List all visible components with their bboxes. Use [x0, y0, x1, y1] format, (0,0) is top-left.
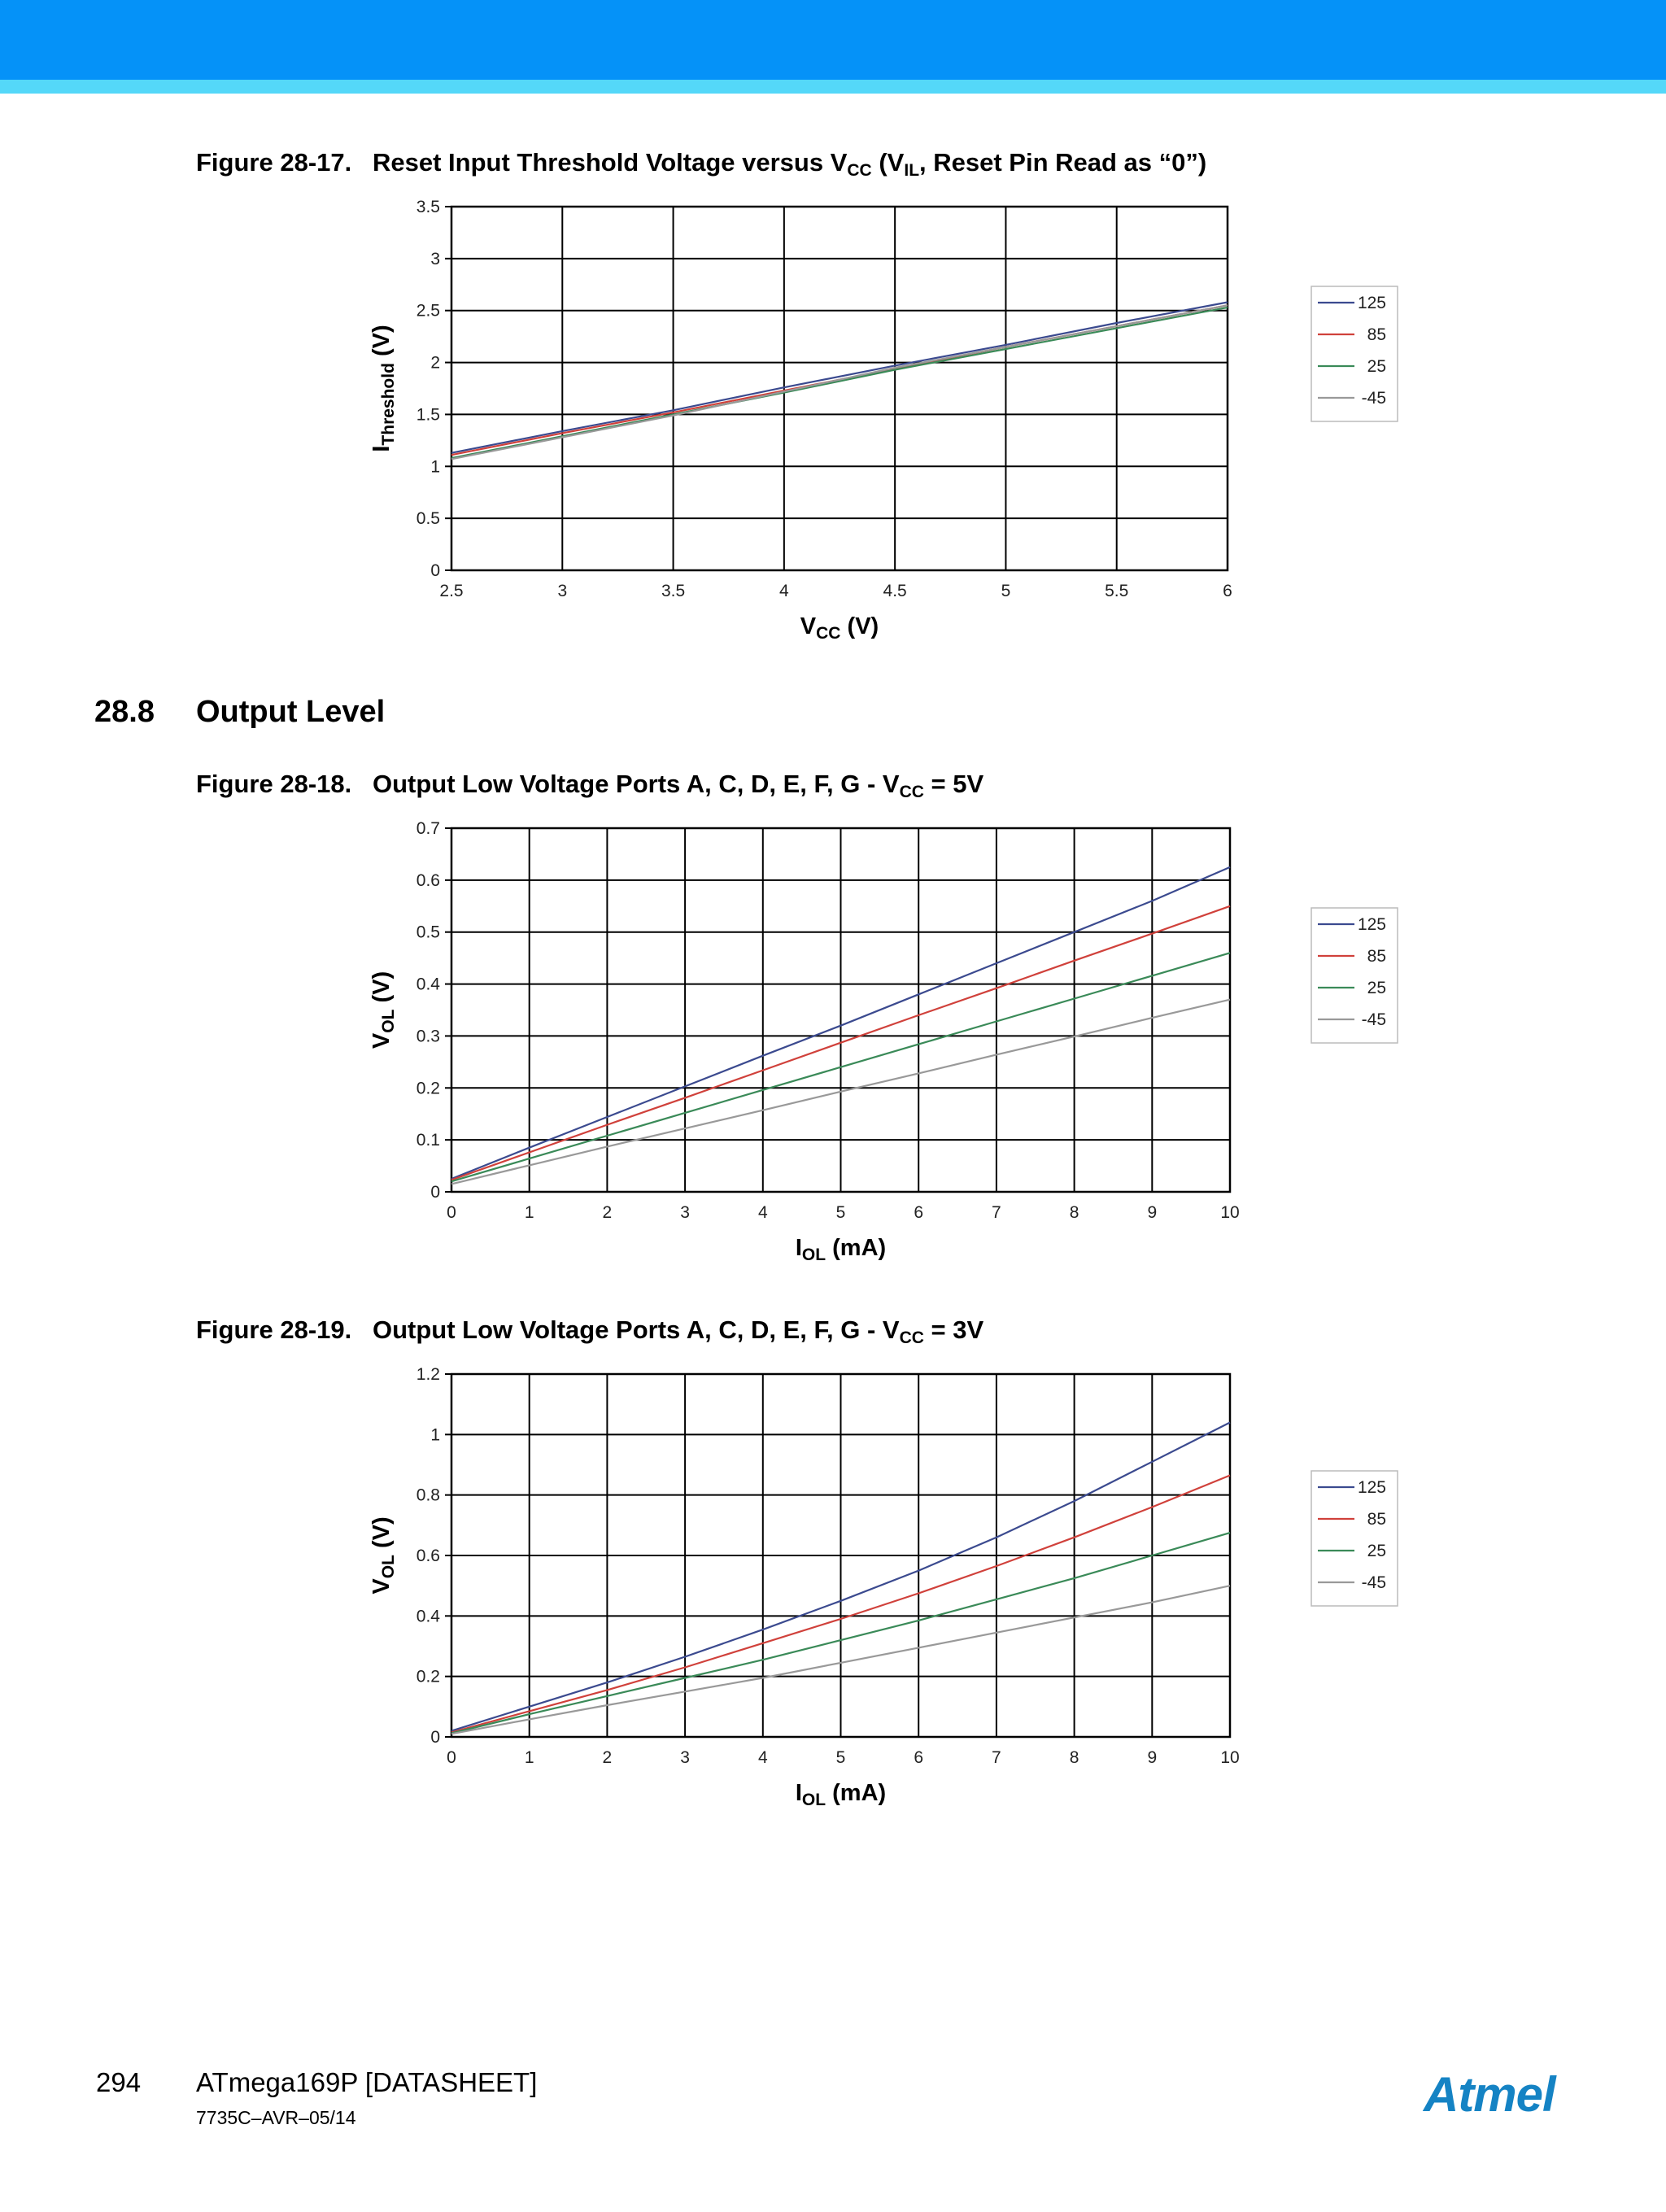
legend-label: 85: [1367, 947, 1386, 966]
legend-label: -45: [1361, 1010, 1386, 1029]
x-tick-label: 5: [1001, 582, 1011, 600]
x-tick-label: 7: [992, 1748, 1001, 1767]
section-title: Output Level: [196, 695, 386, 729]
x-tick-label: 5: [835, 1748, 846, 1767]
legend-label: 25: [1367, 357, 1386, 376]
x-tick-label: 3.5: [661, 582, 686, 600]
legend-label: 25: [1367, 979, 1386, 997]
document-id: 7735C–AVR–05/14: [196, 2107, 356, 2128]
x-tick-label: 2.5: [439, 582, 464, 600]
x-tick-label: 4: [779, 582, 789, 600]
figure-title-text: , Reset Pin Read as “0”): [919, 148, 1207, 177]
y-tick-label: 0.5: [416, 923, 440, 942]
x-tick-label: 8: [1069, 1203, 1079, 1222]
y-tick-label: 0.5: [416, 509, 440, 529]
y-axis-label: $V_{OL}$ (V): [369, 1516, 398, 1595]
atmel-logo: Atmel: [1424, 2067, 1555, 2122]
x-tick-label: 0: [447, 1203, 456, 1222]
section-number: 28.8: [94, 695, 155, 729]
x-tick-label: 3: [557, 582, 568, 600]
page-number: 294: [96, 2067, 142, 2097]
figure-title-text: Output Low Voltage Ports A, C, D, E, F, G - V: [373, 1315, 900, 1344]
x-tick-label: 0: [447, 1748, 456, 1767]
figure-title-text: = 5V: [923, 770, 984, 798]
figure-title-text: = 3V: [923, 1315, 984, 1344]
x-tick-label: 7: [992, 1203, 1001, 1222]
y-tick-label: 0.4: [416, 975, 440, 994]
x-tick-label: 6: [914, 1203, 924, 1222]
x-axis-label: $I_{OL}$ (mA): [795, 1780, 887, 1809]
x-tick-label: 3: [680, 1203, 690, 1222]
figure-number: Figure 28-17.: [196, 148, 352, 177]
x-axis-label: $I_{OL}$ (mA): [795, 1235, 887, 1264]
legend-label: -45: [1361, 389, 1386, 408]
legend-label: 125: [1357, 1478, 1386, 1497]
x-tick-label: 9: [1147, 1203, 1158, 1222]
x-tick-label: 4: [757, 1203, 768, 1222]
x-tick-label: 4.5: [883, 582, 907, 600]
y-tick-label: 0.1: [416, 1131, 440, 1150]
figure-title-subscript: CC: [899, 783, 924, 801]
y-tick-label: 2.5: [416, 301, 440, 321]
legend-label: 125: [1357, 915, 1386, 934]
y-tick-label: 0.7: [416, 819, 440, 838]
figure-title-subscript: CC: [899, 1329, 924, 1347]
figure-title-text: (V: [871, 148, 905, 177]
figure-title-subscript: IL: [904, 161, 920, 180]
x-tick-label: 3: [680, 1748, 690, 1767]
x-tick-label: 9: [1147, 1748, 1158, 1767]
y-tick-label: 1.5: [416, 405, 440, 425]
figure-title-text: Reset Input Threshold Voltage versus V: [373, 148, 848, 177]
legend-label: 85: [1367, 325, 1386, 344]
y-axis-label: $I_{Threshold}$ (V): [369, 325, 398, 452]
legend-label: 25: [1367, 1542, 1386, 1560]
y-tick-label: 1: [430, 1425, 440, 1445]
y-tick-label: 0.4: [416, 1607, 440, 1626]
y-tick-label: 0: [430, 1183, 440, 1202]
x-tick-label: 2: [602, 1203, 613, 1222]
x-tick-label: 6: [914, 1748, 924, 1767]
y-tick-label: 3.5: [416, 198, 440, 216]
y-tick-label: 3: [430, 249, 440, 268]
y-tick-label: 0.6: [416, 1547, 440, 1565]
legend-label: 125: [1357, 294, 1386, 312]
legend-label: 85: [1367, 1510, 1386, 1529]
y-tick-label: 0: [430, 561, 440, 580]
figure-title-text: Output Low Voltage Ports A, C, D, E, F, G - V: [373, 770, 900, 798]
x-tick-label: 10: [1220, 1748, 1240, 1767]
y-axis-label: $V_{OL}$ (V): [369, 971, 398, 1049]
y-tick-label: 0.2: [416, 1079, 440, 1098]
x-tick-label: 1: [524, 1203, 534, 1222]
legend-label: -45: [1361, 1573, 1386, 1592]
x-tick-label: 5: [835, 1203, 846, 1222]
x-tick-label: 4: [757, 1748, 768, 1767]
figure-number: Figure 28-19.: [196, 1315, 352, 1344]
y-tick-label: 0.2: [416, 1667, 440, 1686]
x-tick-label: 5.5: [1105, 582, 1129, 600]
y-tick-label: 0: [430, 1728, 440, 1747]
y-tick-label: 1: [430, 457, 440, 477]
x-tick-label: 2: [602, 1748, 613, 1767]
x-tick-label: 6: [1223, 582, 1232, 600]
x-axis-label: $V_{CC}$ (V): [800, 613, 879, 643]
figure-number: Figure 28-18.: [196, 770, 352, 798]
x-tick-label: 10: [1220, 1203, 1240, 1222]
y-tick-label: 0.6: [416, 870, 440, 890]
y-tick-label: 1.2: [416, 1365, 440, 1384]
x-tick-label: 8: [1069, 1748, 1079, 1767]
document-title: ATmega169P [DATASHEET]: [196, 2067, 538, 2097]
y-tick-label: 0.8: [416, 1486, 440, 1505]
figure-title-subscript: CC: [847, 161, 872, 180]
x-tick-label: 1: [524, 1748, 534, 1767]
y-tick-label: 2: [430, 353, 440, 373]
y-tick-label: 0.3: [416, 1027, 440, 1046]
